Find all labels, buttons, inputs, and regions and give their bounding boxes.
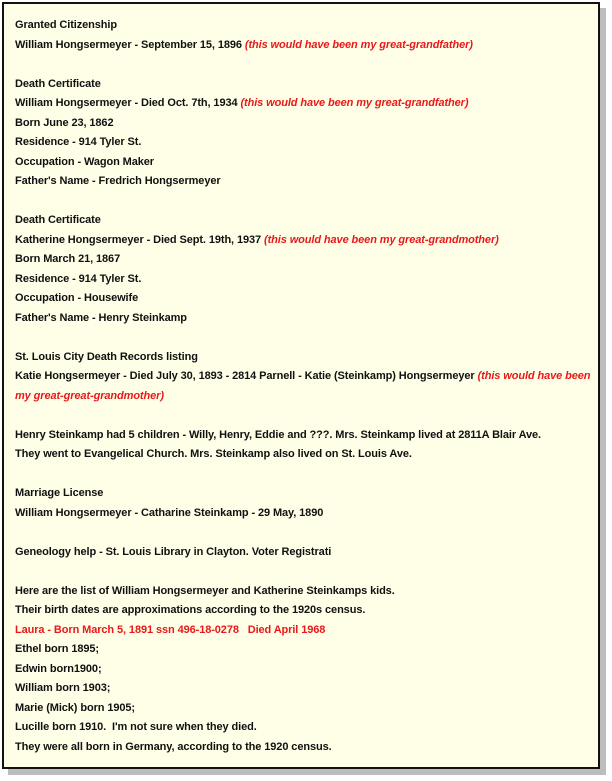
kid-laura: Laura - Born March 5, 1891 ssn 496-18-0278 Died April 1968 (15, 623, 326, 636)
geneology-line: Geneology help - St. Louis Library in Clayton. Voter Registrati (15, 545, 332, 558)
death-katherine-text: Katherine Hongsermeyer - Died Sept. 19th, 1937 (15, 233, 262, 246)
kids-intro-1: Here are the list of William Hongsermeyer and Katherine Steinkamps kids. (15, 584, 395, 597)
steinkamp-line-2: They went to Evangelical Church. Mrs. Steinkamp also lived on St. Louis Ave. (15, 448, 412, 460)
death-katherine-residence: Residence - 914 Tyler St. (15, 272, 142, 285)
kids-intro-2: Their birth dates are approximations according to the 1920s census. (15, 604, 366, 616)
marriage-heading: Marriage License (15, 487, 104, 499)
death-william-note: (this would have been my great-grandfather) (240, 97, 469, 109)
death-katherine-heading: Death Certificate (15, 214, 101, 226)
death-katherine-note: (this would have been my great-grandmother) (264, 233, 499, 246)
death-william-text: William Hongsermeyer - Died Oct. 7th, 1934 (15, 97, 238, 109)
spacer (15, 328, 593, 348)
city-records-line (15, 367, 593, 406)
citizenship-line (15, 36, 593, 56)
kid-ethel: Ethel born 1895; (15, 643, 99, 655)
kid-marie: Marie (Mick) born 1905; (15, 701, 135, 714)
kid-william: William born 1903; (15, 682, 111, 694)
death-william-line (15, 94, 593, 114)
spacer (15, 192, 593, 212)
kid-lucille: Lucille born 1910. I'm not sure when they died. (15, 721, 257, 733)
death-william-born: Born June 23, 1862 (15, 116, 114, 129)
steinkamp-line-1: Henry Steinkamp had 5 children - Willy, Henry, Eddie and ???. Mrs. Steinkamp lived at 2811A Blair Ave. (15, 428, 542, 441)
death-katherine-occupation: Occupation - Housewife (15, 292, 139, 304)
city-records-text: Katie Hongsermeyer - Died July 30, 1893 - 2814 Parnell - Katie (Steinkamp) Hongsermeyer (15, 370, 475, 382)
spacer (15, 523, 593, 543)
citizenship-text: William Hongsermeyer - September 15, 1896 (15, 38, 242, 51)
spacer (15, 562, 593, 582)
city-records-heading: St. Louis City Death Records listing (15, 350, 198, 363)
city-records-note: (this would have been my great-great-grandmother) (15, 370, 591, 402)
death-william-father: Father's Name - Fredrich Hongsermeyer (15, 175, 221, 187)
marriage-line: William Hongsermeyer - Catharine Steinkamp - 29 May, 1890 (15, 506, 324, 519)
death-katherine-born: Born March 21, 1867 (15, 253, 121, 265)
frame-shadow-right (600, 8, 606, 775)
death-katherine-line (15, 231, 593, 251)
death-william-heading: Death Certificate (15, 77, 101, 90)
death-william-occupation: Occupation - Wagon Maker (15, 155, 154, 168)
kids-closing: They were all born in Germany, according to the 1920 census. (15, 740, 332, 753)
spacer (15, 55, 593, 75)
citizenship-heading: Granted Citizenship (15, 19, 117, 31)
citizenship-note: (this would have been my great-grandfather) (244, 38, 473, 51)
document-body (15, 16, 593, 757)
spacer (15, 406, 593, 426)
death-katherine-father: Father's Name - Henry Steinkamp (15, 311, 187, 324)
spacer (15, 465, 593, 485)
kid-edwin: Edwin born1900; (15, 662, 102, 675)
death-william-residence: Residence - 914 Tyler St. (15, 136, 142, 148)
frame-shadow-bottom (8, 769, 606, 775)
